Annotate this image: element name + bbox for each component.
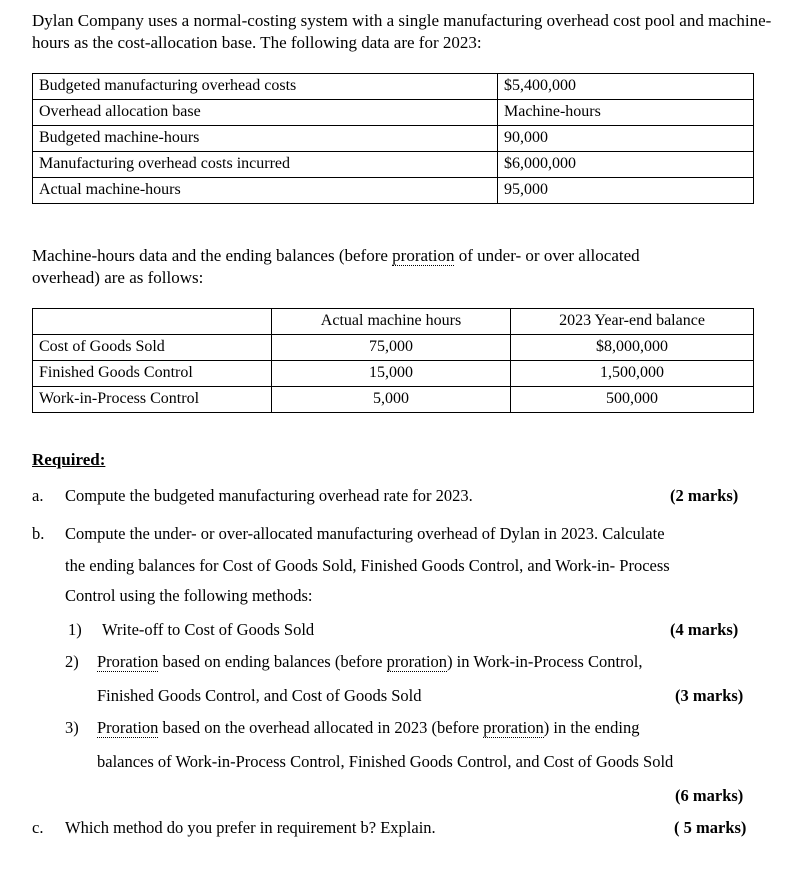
intro2-line2: overhead) are as follows: xyxy=(32,268,204,287)
item-b-line3: Control using the following methods: xyxy=(65,586,313,605)
row-label: Budgeted machine-hours xyxy=(33,126,498,152)
table-row xyxy=(33,387,754,413)
header-cell xyxy=(33,309,272,335)
method1-number: 1) xyxy=(68,620,82,639)
table-row xyxy=(33,100,754,126)
item-a-letter: a. xyxy=(32,486,44,505)
method2-proration-word2: proration xyxy=(386,652,448,671)
intro-paragraph: Dylan Company uses a normal-costing system with a single manufacturing overhead cost pool and machine-hours as the cost-allocation base. The following data are for 2023: xyxy=(32,11,772,52)
method2-number: 2) xyxy=(65,652,79,671)
ending-balances-table xyxy=(32,308,754,413)
account-label: Work-in-Process Control xyxy=(33,387,272,413)
table-header-row xyxy=(33,309,754,335)
row-value: Machine-hours xyxy=(498,100,754,126)
header-cell: Actual machine hours xyxy=(272,309,511,335)
row-value: 90,000 xyxy=(498,126,754,152)
machine-hours: 15,000 xyxy=(272,361,511,387)
method2-line2: Finished Goods Control, and Cost of Goods Sold xyxy=(97,686,422,705)
row-label: Budgeted manufacturing overhead costs xyxy=(33,74,498,100)
method3-line2: balances of Work-in-Process Control, Finished Goods Control, and Cost of Goods Sold xyxy=(97,752,674,771)
table-row xyxy=(33,126,754,152)
item-b-line2: the ending balances for Cost of Goods Sold, Finished Goods Control, and Work-in- Process xyxy=(65,556,670,575)
method3-line1 xyxy=(97,718,640,738)
intro2-proration: proration xyxy=(392,246,455,265)
method1-marks: (4 marks) xyxy=(670,620,739,639)
account-label: Finished Goods Control xyxy=(33,361,272,387)
method1-text: Write-off to Cost of Goods Sold xyxy=(102,620,315,639)
method3-proration-word: Proration xyxy=(97,718,159,737)
intro2-after: of under- or over allocated xyxy=(454,246,640,265)
year-end-balance: 1,500,000 xyxy=(511,361,754,387)
item-c-marks: ( 5 marks) xyxy=(674,818,747,837)
method3-marks: (6 marks) xyxy=(675,786,744,805)
method3-rest: based on the overhead allocated in 2023 (before xyxy=(158,718,484,737)
budget-data-table xyxy=(32,73,754,204)
method2-line1 xyxy=(97,652,643,672)
item-a-marks: (2 marks) xyxy=(670,486,739,505)
row-value: $5,400,000 xyxy=(498,74,754,100)
header-cell: 2023 Year-end balance xyxy=(511,309,754,335)
method3-number: 3) xyxy=(65,718,79,737)
method3-end: ) in the ending xyxy=(543,718,640,737)
method2-marks: (3 marks) xyxy=(675,686,744,705)
row-value: 95,000 xyxy=(498,178,754,204)
machine-hours: 5,000 xyxy=(272,387,511,413)
item-b-letter: b. xyxy=(32,524,45,543)
table-row xyxy=(33,152,754,178)
table-row xyxy=(33,361,754,387)
year-end-balance: 500,000 xyxy=(511,387,754,413)
table-row xyxy=(33,74,754,100)
method2-proration-word: Proration xyxy=(97,652,159,671)
item-c-text: Which method do you prefer in requirement b? Explain. xyxy=(65,818,436,837)
method2-rest: based on ending balances (before xyxy=(158,652,387,671)
item-b-line1: Compute the under- or over-allocated manufacturing overhead of Dylan in 2023. Calculate xyxy=(65,524,665,543)
method3-proration-word2: proration xyxy=(483,718,544,737)
intro2-before: Machine-hours data and the ending balances (before xyxy=(32,246,393,265)
row-label: Overhead allocation base xyxy=(33,100,498,126)
table-row xyxy=(33,335,754,361)
machine-hours: 75,000 xyxy=(272,335,511,361)
item-a-text: Compute the budgeted manufacturing overhead rate for 2023. xyxy=(65,486,473,505)
item-c-letter: c. xyxy=(32,818,44,837)
row-label: Actual machine-hours xyxy=(33,178,498,204)
year-end-balance: $8,000,000 xyxy=(511,335,754,361)
row-value: $6,000,000 xyxy=(498,152,754,178)
intro2-paragraph xyxy=(32,245,772,289)
required-heading: Required: xyxy=(32,450,106,469)
table-row xyxy=(33,178,754,204)
method2-end: ) in Work-in-Process Control, xyxy=(447,652,643,671)
account-label: Cost of Goods Sold xyxy=(33,335,272,361)
row-label: Manufacturing overhead costs incurred xyxy=(33,152,498,178)
